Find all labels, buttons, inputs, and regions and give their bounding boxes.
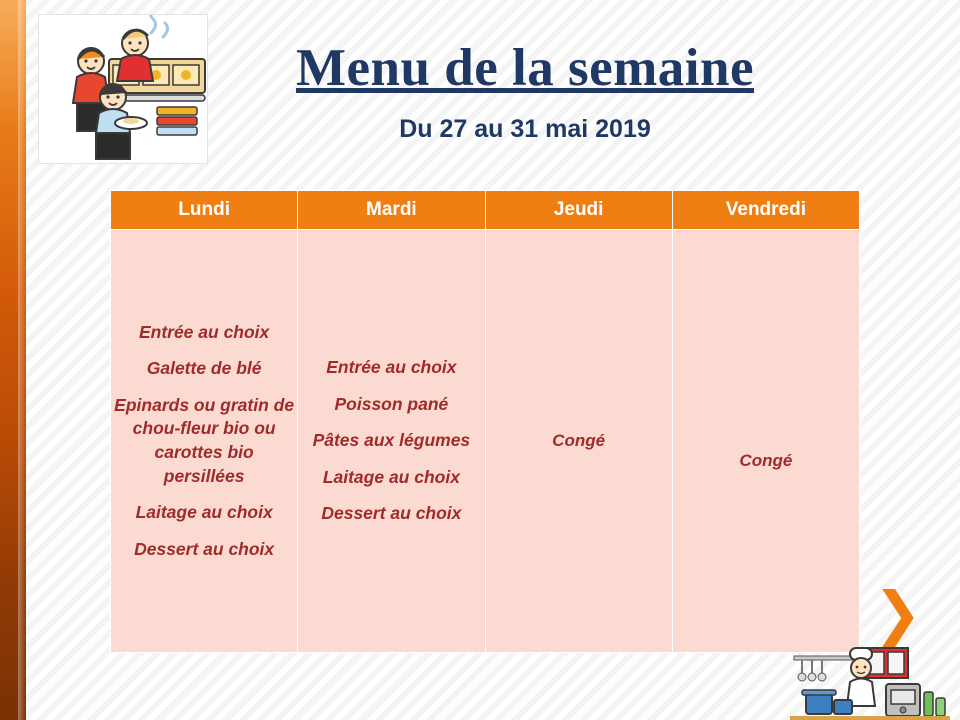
left-accent-bar: [0, 0, 26, 720]
menu-item: Poisson pané: [334, 393, 449, 414]
menu-items-jeudi: [488, 430, 670, 453]
column-header-vendredi: Vendredi: [672, 191, 859, 230]
menu-item: Dessert au choix: [134, 538, 275, 559]
menu-item: Dessert au choix: [321, 503, 462, 524]
menu-cell-lundi: [111, 230, 298, 653]
menu-cell-jeudi: [485, 230, 672, 653]
menu-item: Entrée au choix: [138, 321, 270, 342]
menu-cell-mardi: [298, 230, 485, 653]
table-row: [111, 230, 860, 653]
menu-item: Epinards ou gratin de chou-fleur bio ou carottes bio persillées: [114, 394, 295, 486]
menu-item: Congé: [552, 430, 606, 450]
menu-items-vendredi: [675, 397, 857, 473]
column-header-lundi: Lundi: [111, 191, 298, 230]
menu-items-mardi: [300, 356, 482, 526]
table-header-row: [111, 191, 860, 230]
menu-item: Laitage au choix: [322, 466, 460, 487]
left-accent-bar-highlight: [18, 0, 26, 720]
menu-item: Entrée au choix: [326, 356, 457, 377]
menu-item: Pâtes aux légumes: [312, 430, 471, 451]
cafeteria-clipart: [38, 14, 208, 164]
column-header-jeudi: Jeudi: [485, 191, 672, 230]
chevron-right-icon: ❯: [873, 579, 922, 647]
page-title: Menu de la semaine: [296, 39, 754, 97]
menu-items-lundi: [113, 321, 295, 562]
weekly-menu-table: [110, 190, 860, 653]
menu-item: Laitage au choix: [135, 502, 273, 523]
menu-item: Galette de blé: [146, 358, 262, 379]
menu-item: Congé: [739, 450, 793, 470]
column-header-mardi: Mardi: [298, 191, 485, 230]
page-subtitle: Du 27 au 31 mai 2019: [399, 115, 651, 143]
menu-cell-vendredi: [672, 230, 859, 653]
chef-clipart: [790, 642, 950, 720]
